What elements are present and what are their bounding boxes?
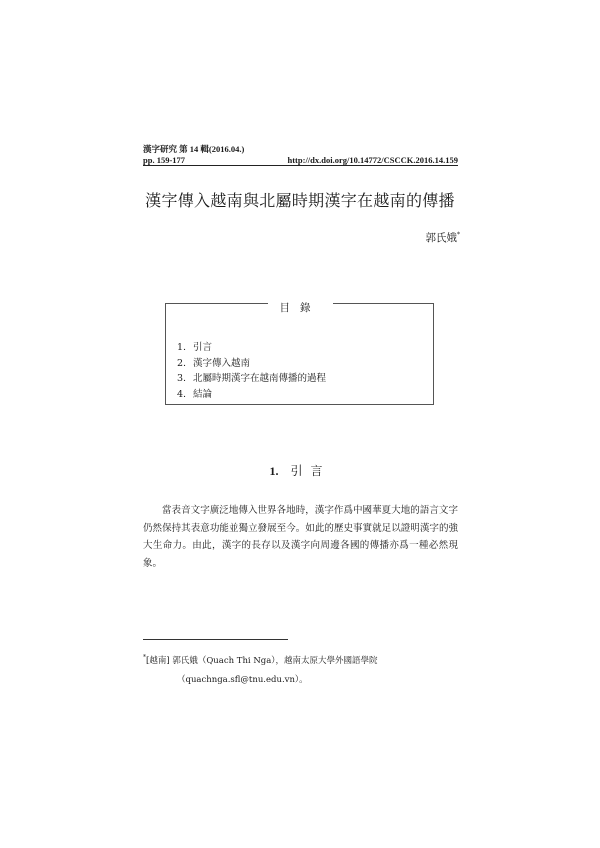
toc-item-label: 結論	[193, 388, 213, 400]
toc-list	[177, 340, 326, 402]
doi-link[interactable]: http://dx.doi.org/10.14772/CSCCK.2016.14.159	[287, 155, 458, 165]
footnote-email[interactable]: （quachnga.sfl@tnu.edu.vn）。	[177, 674, 308, 685]
journal-info: 漢字研究 第 14 輯(2016.04.)	[143, 144, 245, 154]
footnote-affiliation: [越南] 郭氏娥（Quach Thi Nga），越南太原大學外國語學院	[146, 655, 378, 666]
body-paragraph: 當表音文字廣泛地傳入世界各地時，漢字作爲中國華夏大地的語言文字仍然保持其表意功能並獨立發展至今。如此的歷史事實就足以證明漢字的強大生命力。由此，漢字的長存以及漢字向周邊各國的傳播亦爲一種必然現象。	[143, 505, 458, 569]
header-divider	[143, 165, 458, 166]
toc-item-label: 北屬時期漢字在越南傳播的過程	[193, 373, 327, 384]
footnote-line-1	[143, 648, 378, 671]
toc-item-label: 引言	[193, 342, 213, 353]
paper-title: 漢字傳入越南與北屬時期漢字在越南的傳播	[145, 191, 455, 210]
footnote-divider	[143, 639, 288, 640]
toc-item[interactable]	[177, 387, 326, 403]
author-footnote-mark: *	[457, 231, 460, 239]
toc-item[interactable]	[177, 340, 326, 356]
page-range: pp. 159-177	[143, 155, 186, 165]
toc-item[interactable]	[177, 371, 326, 387]
footnote	[143, 648, 378, 690]
section-title: 引言	[290, 464, 331, 478]
toc-item[interactable]	[177, 356, 326, 372]
section-number: 1.	[269, 464, 279, 478]
toc-item-number: 3.	[177, 373, 187, 384]
toc-title: 目錄	[268, 302, 333, 314]
toc-item-number: 1.	[177, 342, 187, 353]
toc-title-wrap	[0, 296, 600, 315]
footnote-mark: *	[143, 654, 146, 661]
author	[426, 230, 461, 245]
toc-item-number: 2.	[177, 357, 187, 369]
toc-item-number: 4.	[177, 388, 187, 400]
section-heading	[0, 462, 600, 479]
toc-item-label: 漢字傳入越南	[193, 357, 251, 369]
author-name: 郭氏娥	[425, 232, 457, 244]
